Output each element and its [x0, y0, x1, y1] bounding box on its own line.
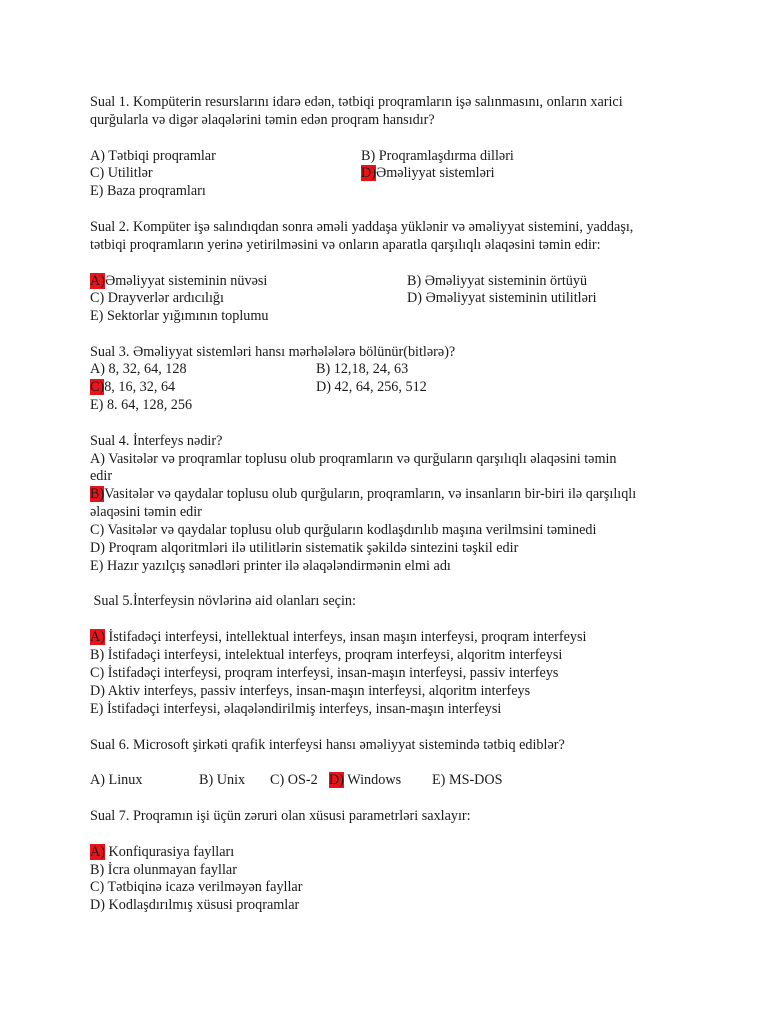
option-text: OS-2 [284, 772, 318, 788]
q7-option-d [90, 897, 299, 915]
option-text: Tətbiqi proqramlar [104, 148, 216, 164]
option-text: İcra olunmayan fayllar [104, 862, 237, 878]
q2-option-e [90, 308, 269, 326]
answer-highlight: C) [90, 379, 105, 395]
option-label: B) [407, 273, 422, 289]
option-text: İstifadəçi interfeysi, intelektual interfeys, proqram interfeysi, alqoritm interfeysi [104, 647, 563, 663]
option-label: C) [90, 165, 105, 181]
q2-option-c [90, 290, 224, 308]
option-label: C) [90, 522, 105, 538]
option-text: Linux [104, 772, 143, 788]
answer-highlight: D) [361, 165, 376, 181]
q4-option-b-cont: əlaqəsini təmin edir [90, 504, 202, 520]
question-7-line-1: Sual 7. Proqramın işi üçün zəruri olan xüsusi parametrləri saxlayır: [90, 808, 471, 824]
option-text: Əməliyyat sisteminin nüvəsi [104, 273, 268, 289]
q5-option-a [90, 629, 586, 647]
option-label: D) [90, 683, 105, 699]
q1-option-a [90, 148, 216, 166]
option-label: E) [90, 558, 104, 574]
option-text: 12,18, 24, 63 [330, 361, 409, 377]
option-label: C) [270, 772, 285, 788]
option-text: Windows [343, 772, 402, 788]
q5-option-c [90, 665, 558, 683]
q6-option-e [432, 772, 503, 790]
question-3-line-1: Sual 3. Əməliyyat sistemləri hansı mərhələlərə bölünür(bitlərə)? [90, 344, 456, 360]
question-1-line-1: Sual 1. Kompüterin resurslarını idarə edən, tətbiqi proqramların işə salınmasını, onların xarici [90, 94, 623, 110]
q3-option-e [90, 397, 192, 415]
option-text: 8, 16, 32, 64 [104, 379, 176, 395]
q4-option-e [90, 558, 451, 576]
option-label: B) [361, 148, 376, 164]
option-text: Aktiv interfeys, passiv interfeys, insan-maşın interfeysi, alqoritm interfeys [104, 683, 531, 699]
q4-option-d [90, 540, 518, 558]
q3-option-a [90, 361, 187, 379]
option-label: B) [90, 647, 105, 663]
question-2-line-1: Sual 2. Kompüter işə salındıqdan sonra əməli yaddaşa yüklənir və əməliyyat sistemini, yaddaşı, [90, 219, 634, 235]
option-label: E) [90, 308, 104, 324]
option-text: Drayverlər ardıcılığı [104, 290, 224, 306]
q1-option-b [361, 148, 514, 166]
option-text: Əməliyyat sisteminin örtüyü [421, 273, 588, 289]
answer-highlight: B) [90, 486, 105, 502]
q4-option-a-cont: edir [90, 468, 113, 484]
question-2-line-2: tətbiqi proqramların yerinə yetirilməsini və onların aparatla qarşılıqlı əlaqəsini təmin edir: [90, 237, 601, 253]
option-text: Vasitələr və qaydalar toplusu olub qurğuların kodlaşdırılıb maşına verilmsini təminedi [104, 522, 597, 538]
option-text: Baza proqramları [103, 183, 206, 199]
option-text: Tətbiqinə icazə verilməyən fayllar [104, 879, 303, 895]
option-label: E) [90, 701, 104, 717]
q6-option-a [90, 772, 142, 790]
q6-option-d [329, 772, 401, 790]
option-text: Proqramlaşdırma dilləri [375, 148, 514, 164]
option-text: Kodlaşdırılmış xüsusi proqramlar [104, 897, 300, 913]
question-1-line-2: qurğularla və digər əlaqələrini təmin edən proqram hansıdır? [90, 112, 435, 128]
option-label: B) [90, 862, 105, 878]
option-label: E) [90, 183, 104, 199]
option-text: Utilitlər [104, 165, 153, 181]
q6-option-c [270, 772, 318, 790]
q2-option-b [407, 273, 587, 291]
q1-option-d [361, 165, 495, 183]
option-label: C) [90, 665, 105, 681]
answer-highlight: A) [90, 844, 105, 860]
question-4-line-1: Sual 4. İnterfeys nədir? [90, 433, 223, 449]
q6-option-b [199, 772, 245, 790]
option-text: Unix [213, 772, 246, 788]
q4-option-a [90, 451, 617, 469]
option-text: Vasitələr və qaydalar toplusu olub qurğuların, proqramların, və insanların bir-biri ilə qarşılıqlı [104, 486, 637, 502]
option-text: Əməliyyat sisteminin utilitləri [421, 290, 597, 306]
q2-option-a [90, 273, 267, 291]
q5-option-e [90, 701, 501, 719]
q4-option-c [90, 522, 596, 540]
option-text: 8, 32, 64, 128 [104, 361, 187, 377]
option-label: A) [90, 772, 105, 788]
option-text: Konfiqurasiya faylları [104, 844, 235, 860]
option-text: Hazır yazılçış sənədləri printer ilə əlaqələndirmənin elmi adı [103, 558, 451, 574]
option-label: D) [407, 290, 422, 306]
option-text: Əməliyyat sistemləri [375, 165, 495, 181]
q7-option-c [90, 879, 302, 897]
option-text: 8. 64, 128, 256 [103, 397, 193, 413]
q1-option-c [90, 165, 153, 183]
option-label: A) [90, 148, 105, 164]
answer-highlight: D) [329, 772, 344, 788]
option-text: İstifadəçi interfeysi, proqram interfeysi, insan-maşın interfeysi, passiv interfeys [104, 665, 559, 681]
q4-option-b [90, 486, 636, 504]
q3-option-b [316, 361, 408, 379]
option-text: Proqram alqoritmləri ilə utilitlərin sistematik şəkildə sintezini təşkil edir [104, 540, 519, 556]
option-text: MS-DOS [445, 772, 503, 788]
q1-option-e [90, 183, 206, 201]
option-label: A) [90, 451, 105, 467]
option-label: B) [199, 772, 214, 788]
option-label: C) [90, 290, 105, 306]
option-label: E) [90, 397, 104, 413]
option-text: İstifadəçi interfeysi, intellektual interfeys, insan maşın interfeysi, proqram interfeysi [104, 629, 587, 645]
q3-option-d [316, 379, 427, 397]
q5-option-d [90, 683, 530, 701]
q5-option-b [90, 647, 562, 665]
answer-highlight: A) [90, 273, 105, 289]
option-label: D) [90, 897, 105, 913]
question-6-line-1: Sual 6. Microsoft şirkəti qrafik interfeysi hansı əməliyyat sistemində tətbiq ediblər? [90, 737, 565, 753]
option-label: B) [316, 361, 331, 377]
option-label: C) [90, 879, 105, 895]
option-text: Sektorlar yığımının toplumu [103, 308, 269, 324]
option-label: D) [316, 379, 331, 395]
option-text: İstifadəçi interfeysi, əlaqələndirilmiş interfeys, insan-maşın interfeysi [103, 701, 502, 717]
q2-option-d [407, 290, 597, 308]
option-label: E) [432, 772, 446, 788]
option-text: 42, 64, 256, 512 [330, 379, 427, 395]
q7-option-b [90, 862, 237, 880]
q3-option-c [90, 379, 175, 397]
option-label: D) [90, 540, 105, 556]
question-5-line-1: Sual 5.İnterfeysin növlərinə aid olanları seçin: [90, 593, 356, 609]
answer-highlight: A) [90, 629, 105, 645]
q7-option-a [90, 844, 234, 862]
option-label: A) [90, 361, 105, 377]
option-text: Vasitələr və proqramlar toplusu olub proqramların və qurğuların qarşılıqlı əlaqəsini təmin [104, 451, 617, 467]
